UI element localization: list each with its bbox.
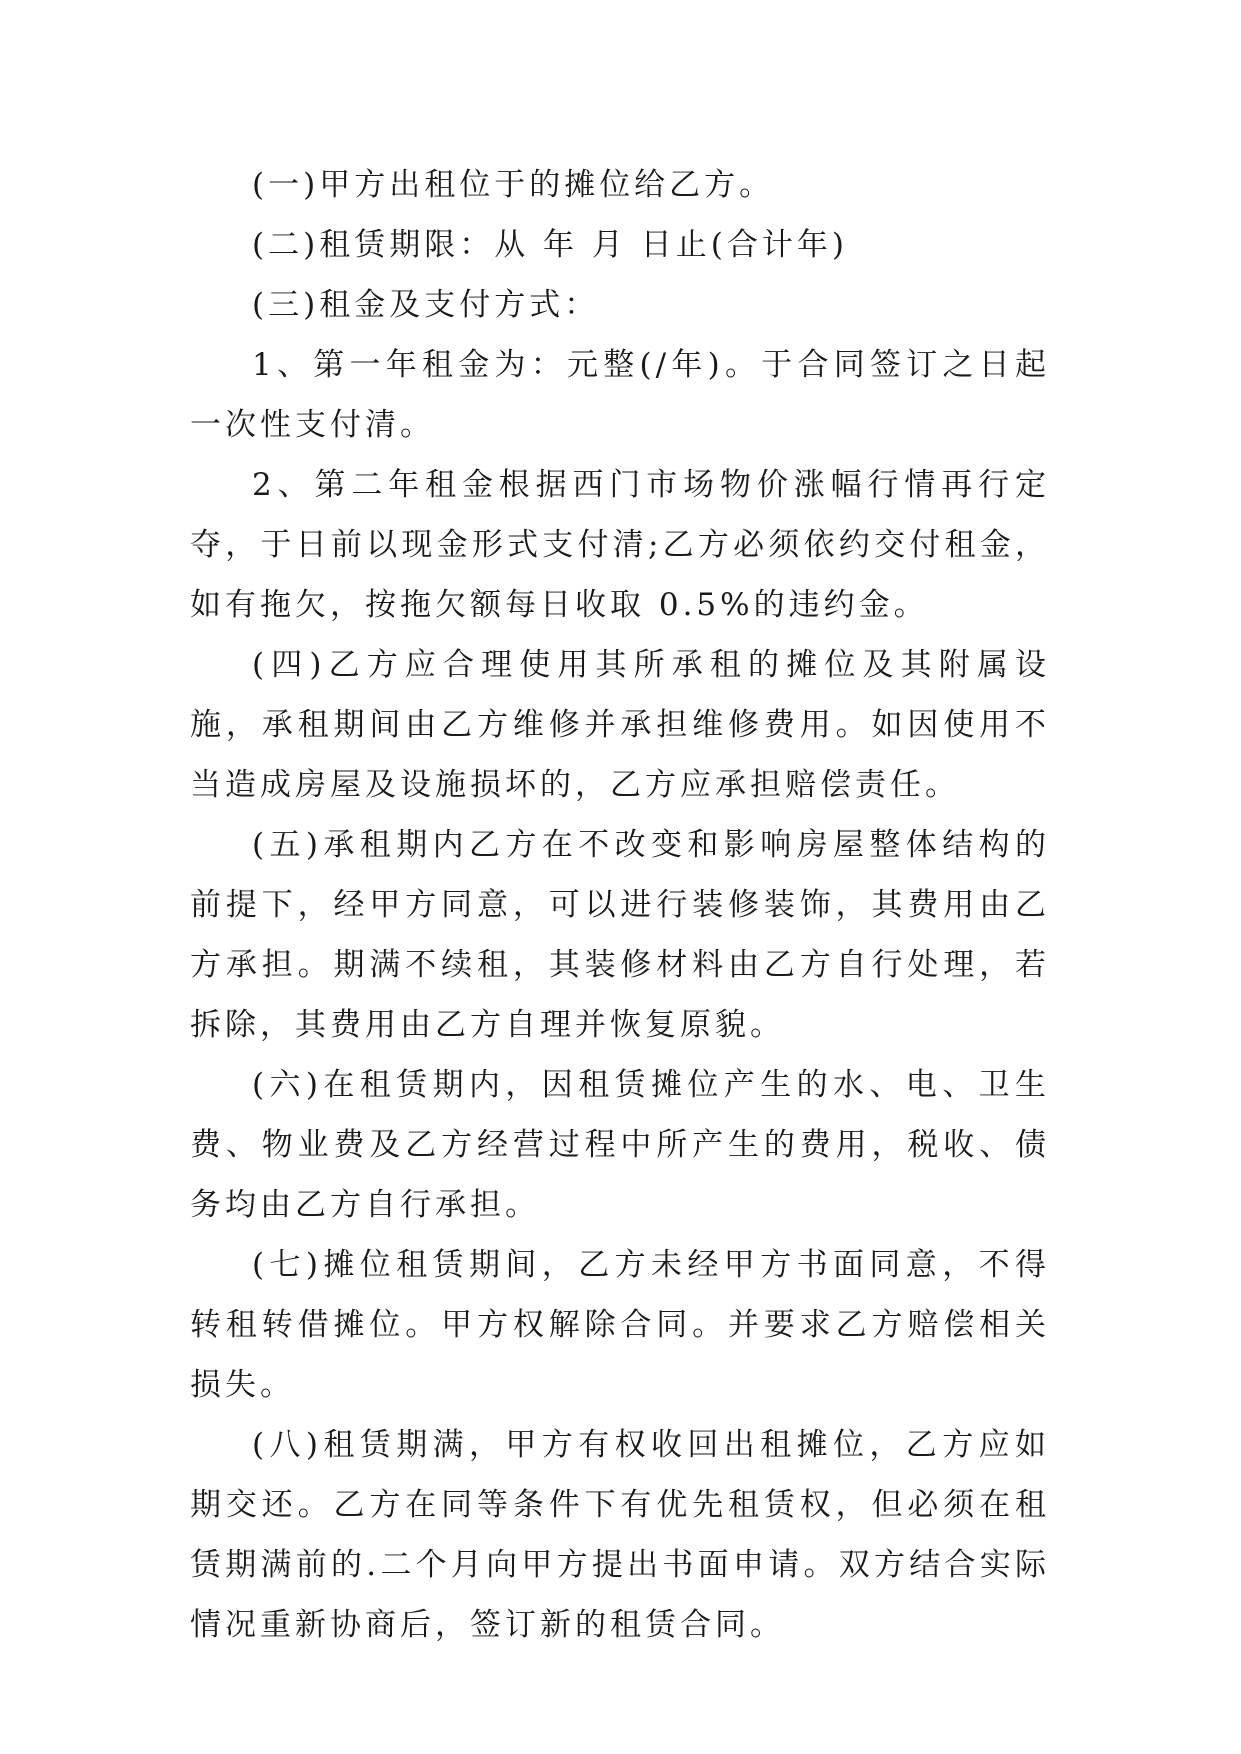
clause-6-fees-taxes: (六)在租赁期内，因租赁摊位产生的水、电、卫生费、物业费及乙方经营过程中所产生的费用，税收、债务均由乙方自行承担。 [190,1067,1050,1223]
clause-8-expiry-renewal: (八)租赁期满，甲方有权收回出租摊位，乙方应如期交还。乙方在同等条件下有优先租赁权，但必须在租赁期满前的.二个月向甲方提出书面申请。双方结合实际情况重新协商后，签订新的租赁合同。 [190,1427,1050,1643]
clause-3-item-1: 1、第一年租金为：元整(/年)。于合同签订之日起一次性支付清。 [190,347,1050,443]
clause-4-usage-maintenance: (四)乙方应合理使用其所承租的摊位及其附属设施，承租期间由乙方维修并承担维修费用。如因使用不当造成房屋及设施损坏的，乙方应承担赔偿责任。 [190,647,1050,803]
clause-7-sublease: (七)摊位租赁期间，乙方未经甲方书面同意，不得转租转借摊位。甲方权解除合同。并要求乙方赔偿相关损失。 [190,1247,1050,1403]
clause-5-renovation: (五)承租期内乙方在不改变和影响房屋整体结构的前提下，经甲方同意，可以进行装修装饰，其费用由乙方承担。期满不续租，其装修材料由乙方自行处理，若拆除，其费用由乙方自理并恢复原貌。 [190,827,1050,1043]
clause-3-item-2: 2、第二年租金根据西门市场物价涨幅行情再行定夺，于日前以现金形式支付清;乙方必须依约交付租金，如有拖欠，按拖欠额每日收取 0.5%的违约金。 [190,467,1050,623]
clause-2-lease-term: (二)租赁期限：从 年 月 日止(合计年) [252,227,848,263]
clause-1-lease-location: (一)甲方出租位于的摊位给乙方。 [252,167,775,203]
document-body [190,155,1050,1655]
clause-3-rent-payment: (三)租金及支付方式： [252,287,600,323]
